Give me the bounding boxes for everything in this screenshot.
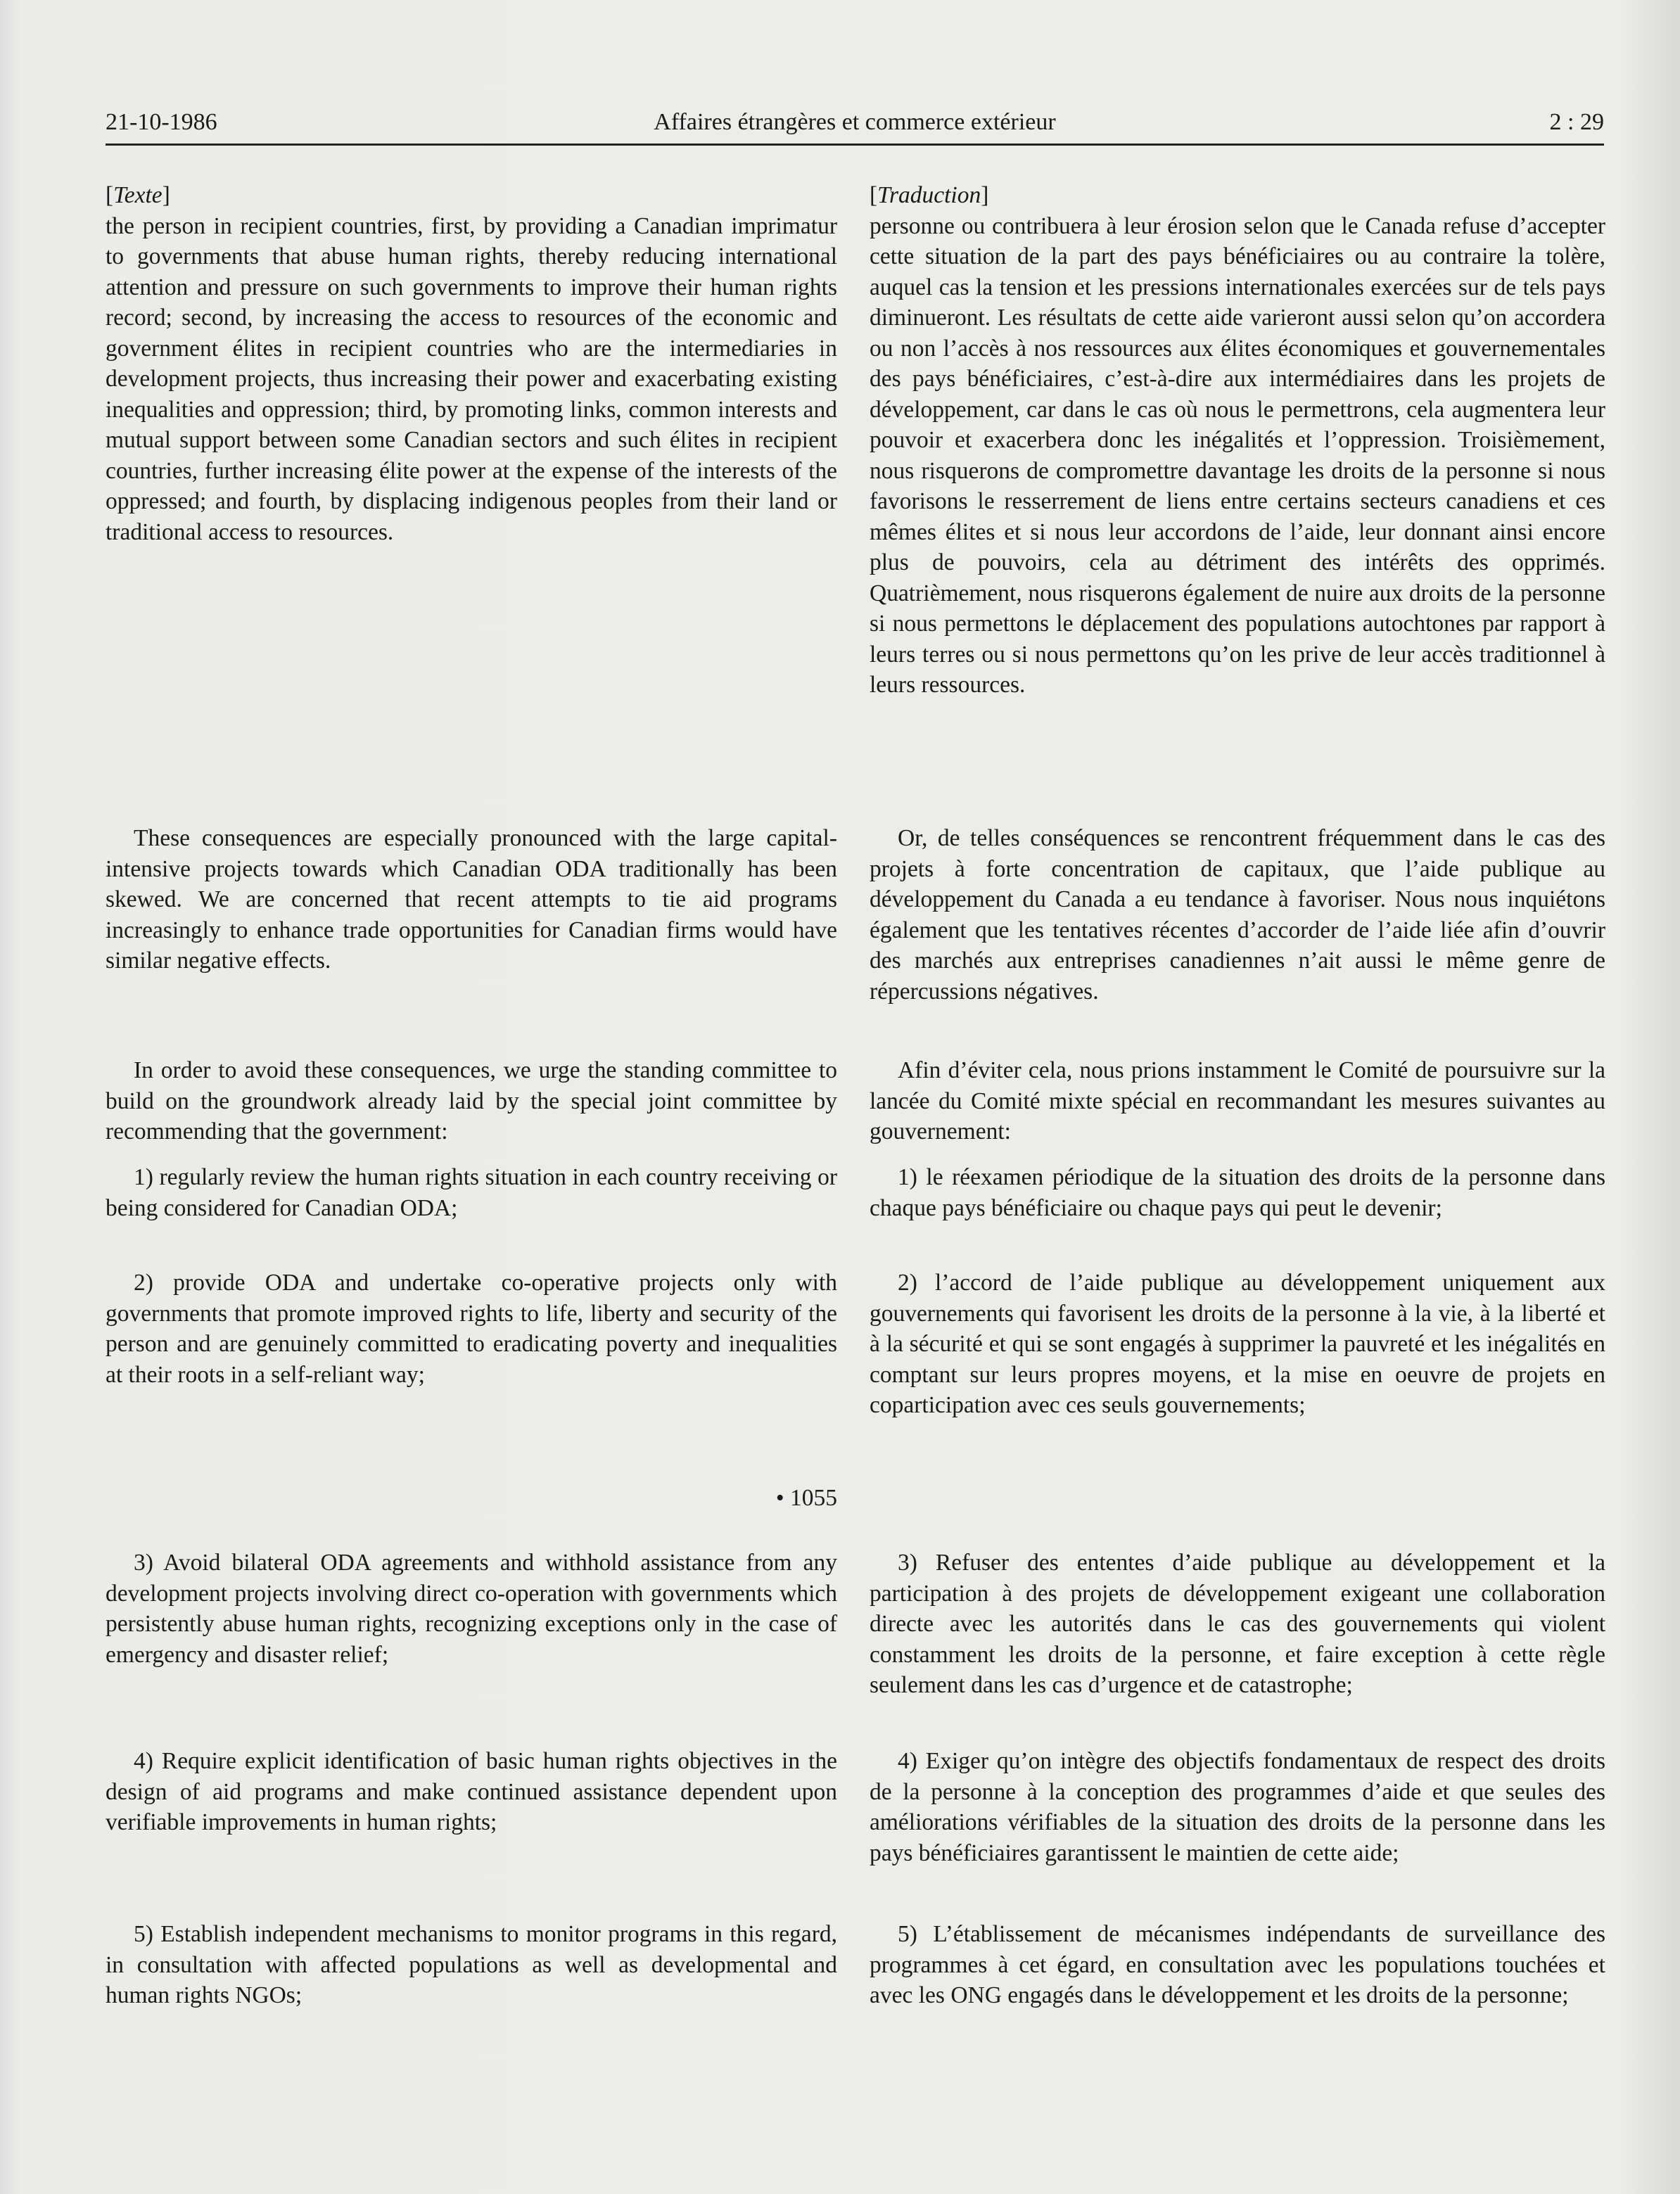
list-item: 1) le réexamen périodique de la situation des droits de la personne dans chaque pays bénéficiaire ou chaque pays qui peut le devenir;	[870, 1164, 1605, 1221]
header-rule	[106, 143, 1604, 146]
paragraph: the person in recipient countries, first, by providing a Canadian imprimatur to governments that abuse human rights, thereby reducing international attention and pressure on such governments to improve their human rights record; second, by increasing the access to resources of the economic and government élites in recipient countries who are the intermediaries in development projects, thus increasing their power and exacerbating existing inequalities and oppression; third, by promoting links, common interests and mutual support between some Canadian sectors and such élites in recipient countries, further increasing élite power at the expense of the interests of the oppressed; and fourth, by displacing indigenous peoples from their land or traditional access to resources.	[106, 212, 837, 545]
paragraph: In order to avoid these consequences, we urge the standing committee to build on the groundwork already laid by the special joint committee by recommending that the government:	[106, 1057, 837, 1144]
header-page-number: 2 : 29	[1549, 109, 1604, 135]
paragraph: personne ou contribuera à leur érosion selon que le Canada refuse d’accepter cette situation de la part des pays bénéficiaires ou au contraire la tolère, auquel cas la tension et les pressions internationales exercées sur de tels pays diminueront. Les résultats de cette aide varieront aussi selon qu’on accordera ou non l’accès à nos ressources aux élites économiques et gouvernementales des pays bénéficiaires, c’est-à-dire aux intermédiaires dans les projets de développement, car dans le cas où nous le permettrons, cela augmentera leur pouvoir et exacerbera donc les inégalités et l’oppression. Troisièmement, nous risquerons de compromettre davantage les droits de la personne si nous favorisons le resserrement de liens entre certains secteurs canadiens et ces mêmes élites et si nous leur accordons de l’aide, leur donnant ainsi encore plus de pouvoirs, cela au détriment des intérêts des opprimés. Quatrièmement, nous risquerons également de nuire aux droits de la personne si nous permettons le déplacement des populations autochtones par rapport à leurs terres ou si nous permettons qu’on les prive de leur accès traditionnel à leurs ressources.	[870, 212, 1605, 698]
list-item: 1) regularly review the human rights situation in each country receiving or being considered for Canadian ODA;	[106, 1164, 837, 1221]
paragraph: Or, de telles conséquences se rencontrent fréquemment dans le cas des projets à forte concentration de capitaux, que l’aide publique au développement du Canada a eu tendance à favoriser. Nous nous inquiétons également que les tentatives récentes d’accorder de l’aide liée afin d’ouvrir des marchés aux entreprises canadiennes n’ait aussi le même genre de répercussions négatives.	[870, 825, 1605, 1004]
paragraph: Afin d’éviter cela, nous prions instamment le Comité de poursuivre sur la lancée du Comité mixte spécial en recommandant les mesures suivantes au gouvernement:	[870, 1057, 1605, 1144]
list-item: 4) Exiger qu’on intègre des objectifs fondamentaux de respect des droits de la personne à la conception des programmes d’aide et que seules des améliorations vérifiables de la situation des droits de la personne dans les pays bénéficiaires garantissent le maintien de cette aide;	[870, 1748, 1605, 1866]
list-item: 5) Establish independent mechanisms to monitor programs in this regard, in consultation with affected populations as well as developmental and human rights NGOs;	[106, 1921, 837, 2008]
list-item: 2) l’accord de l’aide publique au développement uniquement aux gouvernements qui favorisent les droits de la personne à la vie, à la liberté et à la sécurité et qui se sont engagés à supprimer la pauvreté et les inégalités en comptant sur leurs propres moyens, et la mise en oeuvre de projets en coparticipation avec ces seuls gouvernements;	[870, 1270, 1605, 1418]
column-label: [Traduction]	[870, 182, 989, 208]
column-label: [Texte]	[106, 182, 170, 208]
list-item: 3) Refuser des ententes d’aide publique au développement et la participation à des projets de développement exigeant une collaboration directe avec les autorités dans le cas des gouvernements qui violent constamment les droits de la personne, et faire exception à cette règle seulement dans les cas d’urgence et de catastrophe;	[870, 1550, 1605, 1698]
running-header	[106, 107, 1604, 149]
list-item: 4) Require explicit identification of basic human rights objectives in the design of aid programs and make continued assistance dependent upon verifiable improvements in human rights;	[106, 1748, 837, 1835]
header-title: Affaires étrangères et commerce extérieur	[654, 109, 1056, 135]
time-marker: • 1055	[775, 1485, 837, 1511]
list-item: 3) Avoid bilateral ODA agreements and withhold assistance from any development projects involving direct co-operation with governments which persistently abuse human rights, recognizing exceptions only in the case of emergency and disaster relief;	[106, 1550, 837, 1668]
list-item: 2) provide ODA and undertake co-operative projects only with governments that promote improved rights to life, liberty and security of the person and are genuinely committed to eradicating poverty and inequalities at their roots in a self-reliant way;	[106, 1270, 837, 1388]
header-date: 21-10-1986	[106, 109, 217, 135]
list-item: 5) L’établissement de mécanismes indépendants de surveillance des programmes à cet égard, en consultation avec les populations touchées et avec les ONG engagés dans le développement et les droits de la personne;	[870, 1921, 1605, 2008]
paragraph: These consequences are especially pronounced with the large capital-intensive projects towards which Canadian ODA traditionally has been skewed. We are concerned that recent attempts to tie aid programs increasingly to enhance trade opportunities for Canadian firms would have similar negative effects.	[106, 825, 837, 974]
